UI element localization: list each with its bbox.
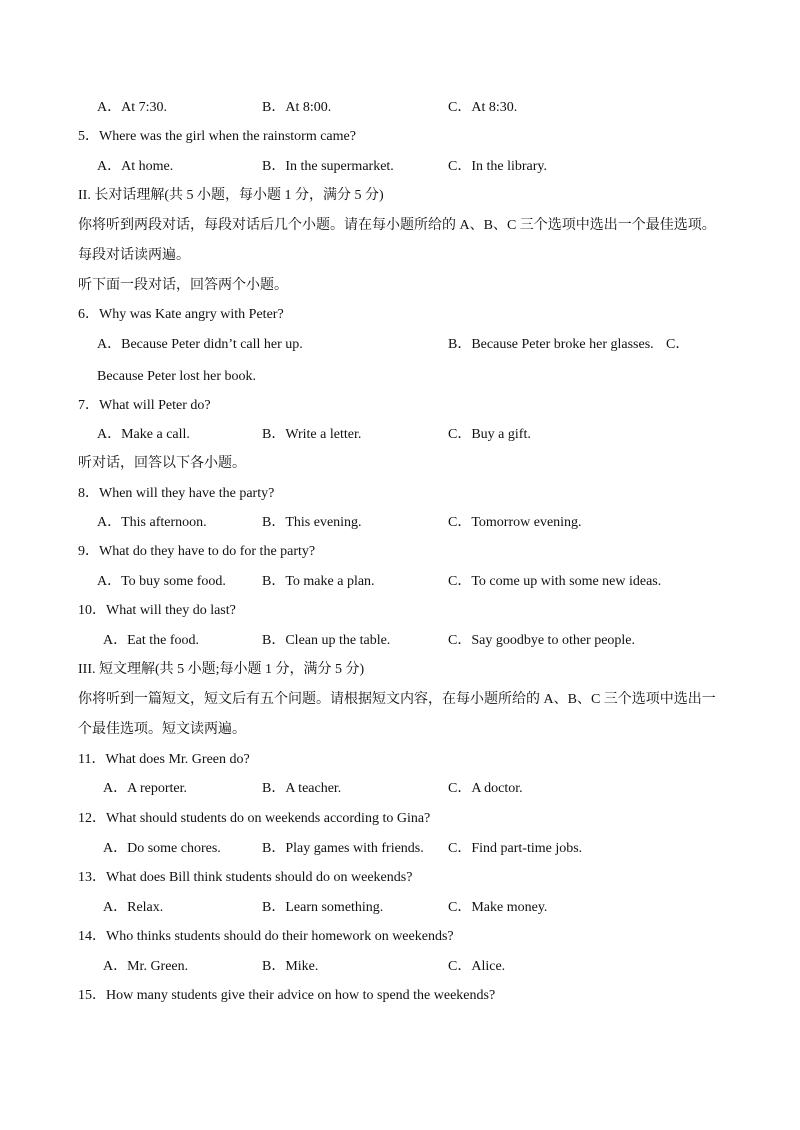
q11-option-a: A．A reporter. <box>103 781 187 796</box>
q14-option-b: B．Mike. <box>262 959 319 974</box>
q14-stem: 14．Who thinks students should do their homework on weekends? <box>78 929 454 944</box>
q7-option-a: A．Make a call. <box>97 427 190 442</box>
q7-option-b: B．Write a letter. <box>262 427 362 442</box>
q12-stem: 12．What should students do on weekends according to Gina? <box>78 811 431 826</box>
q6-option-b: B．Because Peter broke her glasses. <box>448 337 654 352</box>
q6-stem: 6．Why was Kate angry with Peter? <box>78 307 284 322</box>
q6-option-a: A．Because Peter didn’t call her up. <box>97 337 303 352</box>
q7-option-c: C．Buy a gift. <box>448 427 531 442</box>
q5-option-c: C．In the library. <box>448 159 548 174</box>
q6-option-c-label: C． <box>666 337 690 352</box>
q4-option-a: A．At 7:30. <box>97 100 167 115</box>
q15-stem: 15．How many students give their advice on how to spend the weekends? <box>78 988 496 1003</box>
section3-instruction-line1: 你将听到一篇短文，短文后有五个问题。请根据短文内容，在每小题所给的 A、B、C 三个选项中选出一 <box>78 692 716 707</box>
q8-option-b: B．This evening. <box>262 515 362 530</box>
q11-option-b: B．A teacher. <box>262 781 342 796</box>
q10-option-b: B．Clean up the table. <box>262 633 391 648</box>
q5-option-b: B．In the supermarket. <box>262 159 394 174</box>
q8-stem: 8．When will they have the party? <box>78 486 275 501</box>
q4-option-c: C．At 8:30. <box>448 100 518 115</box>
q11-option-c: C．A doctor. <box>448 781 523 796</box>
q12-option-b: B．Play games with friends. <box>262 841 424 856</box>
q10-option-a: A．Eat the food. <box>103 633 200 648</box>
section2-subheading-1: 听下面一段对话，回答两个小题。 <box>78 278 288 293</box>
q5-stem: 5．Where was the girl when the rainstorm came? <box>78 129 356 144</box>
q13-option-b: B．Learn something. <box>262 900 384 915</box>
q13-option-c: C．Make money. <box>448 900 548 915</box>
q13-stem: 13．What does Bill think students should do on weekends? <box>78 870 413 885</box>
q9-option-c: C．To come up with some new ideas. <box>448 574 662 589</box>
q8-option-a: A．This afternoon. <box>97 515 207 530</box>
section2-heading: II. 长对话理解(共 5 小题，每小题 1 分，满分 5 分) <box>78 188 384 203</box>
q12-option-c: C．Find part-time jobs. <box>448 841 583 856</box>
q5-option-a: A．At home. <box>97 159 174 174</box>
section3-instruction-line2: 个最佳选项。短文读两遍。 <box>78 722 246 737</box>
q9-stem: 9．What do they have to do for the party? <box>78 544 316 559</box>
q4-option-b: B．At 8:00. <box>262 100 332 115</box>
q12-option-a: A．Do some chores. <box>103 841 221 856</box>
section2-instruction-line2: 每段对话读两遍。 <box>78 248 190 263</box>
q13-option-a: A．Relax. <box>103 900 164 915</box>
q8-option-c: C．Tomorrow evening. <box>448 515 582 530</box>
q11-stem: 11．What does Mr. Green do? <box>78 752 250 767</box>
q10-stem: 10．What will they do last? <box>78 603 236 618</box>
section2-instruction-line1: 你将听到两段对话，每段对话后几个小题。请在每小题所给的 A、B、C 三个选项中选出一个最佳选项。 <box>78 218 716 233</box>
q10-option-c: C．Say goodbye to other people. <box>448 633 636 648</box>
q6-option-c-text: Because Peter lost her book. <box>97 369 257 384</box>
section2-subheading-2: 听对话，回答以下各小题。 <box>78 456 246 471</box>
q9-option-b: B．To make a plan. <box>262 574 375 589</box>
q9-option-a: A．To buy some food. <box>97 574 226 589</box>
q14-option-c: C．Alice. <box>448 959 506 974</box>
section3-heading: III. 短文理解(共 5 小题;每小题 1 分，满分 5 分) <box>78 662 365 677</box>
q7-stem: 7．What will Peter do? <box>78 398 211 413</box>
q14-option-a: A．Mr. Green. <box>103 959 189 974</box>
